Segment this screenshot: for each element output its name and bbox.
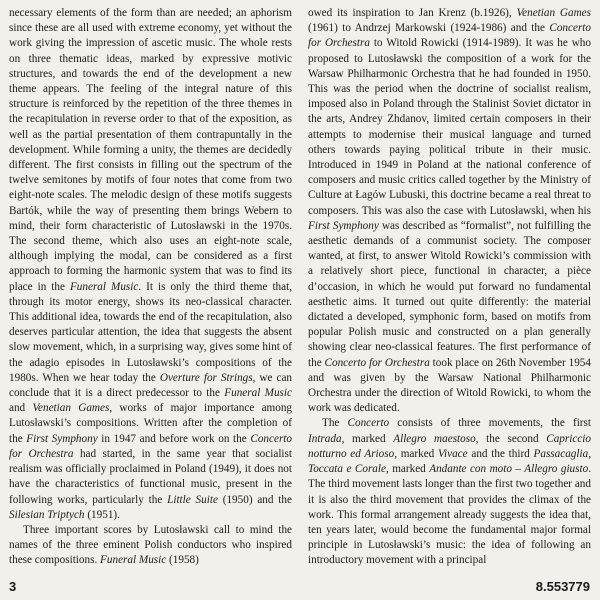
text-run: owed its inspiration to Jan Krenz (b.1926), (308, 7, 517, 19)
work-title: Silesian Triptych (9, 508, 85, 521)
text-run: , marked (385, 463, 430, 476)
text-run: in 1947 and before work on the (97, 432, 251, 445)
text-run: , the second (475, 432, 547, 445)
work-title: Concerto for Orchestra (9, 432, 292, 460)
tempo-marking: Allegro maestoso (393, 432, 476, 445)
right-text-column (308, 6, 591, 569)
paragraph-concerto-movements (308, 416, 591, 568)
work-title: Overture for Strings (159, 371, 253, 384)
text-run: (1958) (166, 554, 199, 567)
text-run: necessary elements of the form than are needed; an aphorism since these are all used with extreme economy, yet without the work giving the impression of ascetic music. The whole rests on three thematic ideas, marked by expressive motivic structures, and towards the end of the development a new theme appears. The feeling of the integral nature of this structure is reinforced by the repetition of the three themes in the recapitulation in reverse order to that of the exposition, as well as the partial presentation of them contrapuntally in the development. While forming a unity, the themes are decidedly different. The first consists in filling out the spectrum of the twelve semitones by motifs of four notes that come from two eight-note scales. The melodic design of these motifs suggests Bartók, while the way of presenting them brings Webern to mind, their form characteristic of Lutosławski in the 1970s. The second theme, which also uses an eight-note scale, although implying the modal, can be considered as a first approach to forming the harmonic system that was to find its place in the (9, 7, 292, 293)
movement-title: Passacaglia, Toccata e Corale (308, 447, 592, 476)
page-number: 3 (9, 579, 17, 594)
work-title: Funeral Music (100, 554, 167, 567)
text-run: , marked (341, 432, 394, 445)
text-run: . The third movement lasts longer than the first two together and it is also the third movement that provides the climax of the work. This formal arrangement already suggests the idea that, ten years later, would become the fundamental major formal principle in Lutosławski’s music: the idea of following an introductory movement with a principal (308, 463, 592, 567)
work-title: Concerto for Orchestra (324, 356, 430, 369)
work-title: Venetian Games (516, 7, 592, 19)
work-title: First Symphony (308, 219, 379, 232)
work-title: Funeral Music (224, 387, 292, 400)
tempo-marking: Vivace (438, 447, 468, 460)
work-title: Venetian Games (32, 402, 110, 415)
text-run: and the third (467, 447, 534, 460)
work-title: Concerto for Orchestra (308, 22, 591, 50)
paragraph-overture-analysis (9, 6, 292, 523)
tempo-marking: Andante con moto – Allegro giusto (429, 463, 589, 476)
catalogue-number: 8.553779 (535, 579, 590, 594)
text-run: , we can conclude that it is a direct predecessor to the (9, 371, 292, 400)
text-run: . It is only the third theme that, through its motor energy, shows its neo-classical character. This additional idea, towards the end of the recapitulation, also deserves particular attention, the idea that suggests the absent slow movement, which, in a surprising way, gives some hint of the adagio episodes in Lutosławski’s compositions of the 1980s. When we hear today the (9, 280, 293, 384)
text-run: had started, in the same year that socialist realism was officially proclaimed in Poland (1949), it does not have the characteristics of functional music, present in the following works, particularly the (9, 447, 292, 506)
paragraph-conductors (9, 523, 292, 569)
work-title: Little Suite (167, 493, 218, 506)
text-run: to Witold Rowicki (1914-1989). It was he who proposed to Lutosławski the composition of a work for the Warsaw Philharmonic Orchestra that he had founded in 1950. This was the period when the doctrine of socialist realism, imposed also in Poland through the Stalinist Soviet dictator in the arts, Andrey Zhdanov, limited certain composers in their attempts to modernise their musical language and turned others towards paying political tribute in their music. Introduced in 1949 in Poland at the national conference of composers and music critics called together by the Ministry of Culture at Łagów Lubuski, this doctrine became a real threat to composers. This was also the case with Lutosławski, when his (308, 37, 592, 217)
text-run: (1950) and the (217, 493, 292, 506)
text-run: , marked (394, 447, 439, 460)
text-run: (1951). (84, 508, 120, 521)
text-run: (1961) to Andrzej Markowski (1924-1986) and the (308, 22, 550, 35)
work-title: First Symphony (26, 432, 98, 445)
text-run: and (9, 402, 33, 415)
text-run: The (322, 417, 348, 430)
text-run: , works of major importance among Lutosławski’s compositions. Written after the completion of the (9, 402, 293, 445)
work-title: Funeral Music (69, 280, 139, 293)
movement-title: Intrada (308, 432, 342, 445)
paragraph-concerto-history (308, 6, 591, 416)
text-run: Three important scores by Lutosławski call to mind the names of the three eminent Polish conductors who inspired these compositions. (9, 523, 292, 567)
movement-title: Capriccio notturno ed Arioso (308, 432, 591, 460)
work-title: Concerto (347, 417, 390, 430)
text-run: consists of three movements, the first (389, 417, 591, 430)
text-run: took place on 26th November 1954 and was given by the Warsaw National Philharmonic Orchestra under the direction of Witold Rowicki, to whom the work was dedicated. (308, 356, 591, 415)
text-run: was described as “formalist”, not fulfilling the aesthetic demands of a communist society. The composer wanted, at first, to answer Witold Rowicki’s commission with a relatively short piece, functional in character, a pièce d’occasion, in which he would put forward no fundamental aesthetic aims. It turned out quite differently: the material dictated a developed, symphonic form, based on motifs from popular Polish music and constructed on a plan generally showing clear neo-classical features. The first performance of the (308, 219, 591, 369)
left-text-column (9, 6, 292, 569)
